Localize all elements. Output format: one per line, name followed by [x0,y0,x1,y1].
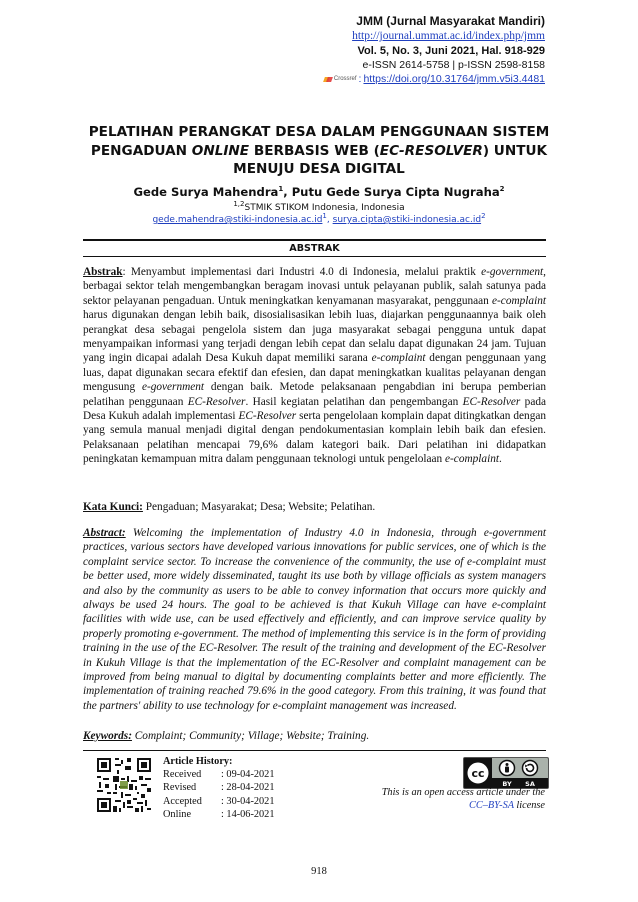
history-accepted-date: : 30-04-2021 [221,795,275,807]
author-separator: , [283,185,292,199]
license-note [382,787,545,812]
abstrak-term: e-complaint [445,453,499,466]
journal-url-link[interactable]: http://journal.ummat.ac.id/index.php/jmm [352,30,545,42]
page-number: 918 [311,866,327,877]
abstrak-term: e-complaint [371,352,426,365]
abstrak-paragraph [83,265,546,467]
abstrak-label: Abstrak [83,266,123,278]
crossref-icon [324,76,333,83]
history-received-date: : 09-04-2021 [221,769,275,781]
keywords [83,729,546,743]
doi-row [324,72,545,86]
abstrak-term: e-government [141,381,205,394]
abstrak-text: . [499,453,502,466]
author-2-sup: 2 [499,185,505,194]
author-emails [60,214,578,226]
kata-kunci-label: Kata Kunci: [83,501,143,513]
title-online: ONLINE [191,142,250,159]
affiliation [60,202,578,214]
abstrak-text: dengan baik. Metode pelaksanaan pengabdian ini berupa pemberian pelatihan penggunaan [83,381,546,408]
title-ec-resolver: EC-RESOLVER [379,142,483,159]
crossref-logo [324,72,357,86]
crossref-label: Crossref [333,76,357,82]
history-revised [163,781,274,794]
history-revised-date: : 28-04-2021 [221,782,275,794]
history-online-label: Online [163,808,192,820]
email-link-2[interactable]: surya.cipta@stiki-indonesia.ac.id [332,215,482,225]
abstrak-term: e-government [481,266,544,278]
history-accepted-label: Accepted [163,795,202,807]
email-2-sup: 2 [481,212,486,220]
abstrak-text: serta pengelolaan komplain dapat ditingkatkan dengan yang semula manual menjadi digital dengan pendokumentasian komplain lebih baik dan efesien. Pelaksanaan pelatihan mencapai 79,6% dalam kategori baik. Dari pelatihan ini didapatkan peningkatan kemampuan mitra dalam penggunaan teknologi untuk pengelolaan [83,410,547,466]
kata-kunci [83,500,546,514]
abstract-en-label: Abstract: [83,527,126,539]
abstrak-text: . Hasil kegiatan pelatihan dan pengembangan [245,395,463,408]
email-separator: , [326,215,333,225]
author-2: Putu Gede Surya Cipta Nugraha [291,185,500,199]
author-1-sup: 1 [278,185,284,194]
license-line-1: This is an open access article under the [381,787,545,798]
abstract-bottom-rule [83,256,546,257]
sa-icon [523,761,538,776]
history-received [163,768,274,781]
license-suffix: license [513,799,545,811]
abstrak-term: EC-Resolver [462,395,521,408]
abstrak-term: EC-Resolver [238,410,297,423]
affiliation-sup: 1,2 [233,200,245,208]
history-received-label: Received [163,769,202,781]
sa-label: SA [525,780,535,788]
cc-by-sa-badge-icon [463,757,549,789]
abstrak-text: dengan penggunaan yang luas, dapat digunakan secara efektif dan efesien, dan dapat meningkatkan kualitas pelayanan dengan mengusung [83,352,546,394]
email-1-sup: 1 [322,212,327,220]
abstrak-text: : Menyambut implementasi dari Industri 4.0 di Indonesia, melalui praktik [122,266,482,278]
history-rule [83,750,546,751]
abstract-heading: ABSTRAK [289,243,340,254]
by-label: BY [502,780,512,788]
author-1: Gede Surya Mahendra [133,185,279,199]
title-part2: BERBASIS WEB ( [249,142,380,159]
kata-kunci-text: Pengaduan; Masyarakat; Desa; Website; Pelatihan. [142,501,376,513]
history-revised-label: Revised [163,782,197,794]
history-online-date: : 14-06-2021 [221,808,275,820]
abstrak-text: harus digunakan dengan lebih baik, disosialisasikan lebih luas, diajarkan penggunaannya baik oleh perangkat desa sebagai pengelola sistem dan juga masyarakat sebagai pengguna untuk dapat menyampaikan informasi yang terjadi dengan lebih cepat dan selalu dapat digunakan 24 jam. Tujuan yang ingin dicapai adalah Desa Kukuh dapat memiliki sarana [83,309,546,365]
journal-title: JMM (Jurnal Masyarakat Mandiri) [356,14,545,28]
doi-link[interactable]: https://doi.org/10.31764/jmm.v5i3.4481 [363,73,545,85]
article-title [80,123,558,179]
author-list [60,184,578,200]
abstrak-text: , berbagai sektor telah mengembangkan beragam inovasi untuk pelayanan publik, salah satunya pada sektor pelayanan pengaduan. Untuk meningkatkan kenyamanan masyarakat, penggunaan [83,266,546,307]
journal-issn: e-ISSN 2614-5758 | p-ISSN 2598-8158 [362,59,545,71]
keywords-label: Keywords: [83,730,132,742]
abstract-en-text: Welcoming the implementation of Industry 4.0 in Indonesia, through e-government practices, various sectors have developed various innovations for public services, one of which is the complaint service sector. To increase the convenience of the community, the use of e-complaint must be better used, more widely disseminated, taught its use both by village officials as system managers and also by the community as users to be able to convey information that occurs more quickly and always be used 24 hours. The goal to be achieved is that Kukuh Village can have e-complaint facilities with wide use, can be used effectively and efficiently, and can improve service quality by properly promoting e-government. The method of implementing this service is in the form of providing training in the use of the EC-Resolver. The result of the training and development of the EC-Resolver in Kukuh Village is that the implementation of the EC-Resolver and complaint management can be improved from being manual to digital by documenting complaints better and more efficiently. The implementation of training reached 79.6% in the good category. From this training, it was found that the partners' ability to use technology for e-complaint management was increased. [83,527,546,712]
keywords-text: Complaint; Community; Village; Website; Training. [131,730,370,742]
affiliation-text: STMIK STIKOM Indonesia, Indonesia [244,203,405,213]
abstrak-term: EC-Resolver [187,395,246,408]
journal-header [324,13,545,86]
cc-badge-text: cc [471,767,485,780]
journal-volume: Vol. 5, No. 3, Juni 2021, Hal. 918-929 [357,45,545,57]
title-part1: PELATIHAN PERANGKAT DESA DALAM PENGGUNAAN SISTEM PENGADUAN [88,124,550,159]
license-link[interactable]: CC–BY-SA [469,799,514,811]
abstract-english [83,526,546,713]
history-online [163,808,274,821]
history-title: Article History: [163,756,233,767]
history-accepted [163,795,274,808]
article-history [163,755,274,821]
abstrak-term: e-complaint [492,294,546,307]
license-line-2 [382,800,545,813]
doi-prefix: : [358,73,362,85]
abstrak-text: pada Desa Kukuh adalah implementasi [83,395,547,423]
title-part3: ) UNTUK MENUJU DESA DIGITAL [233,142,548,177]
abstract-top-rule [83,239,546,241]
qr-code-icon [97,758,151,812]
email-link-1[interactable]: gede.mahendra@stiki-indonesia.ac.id [152,215,323,225]
